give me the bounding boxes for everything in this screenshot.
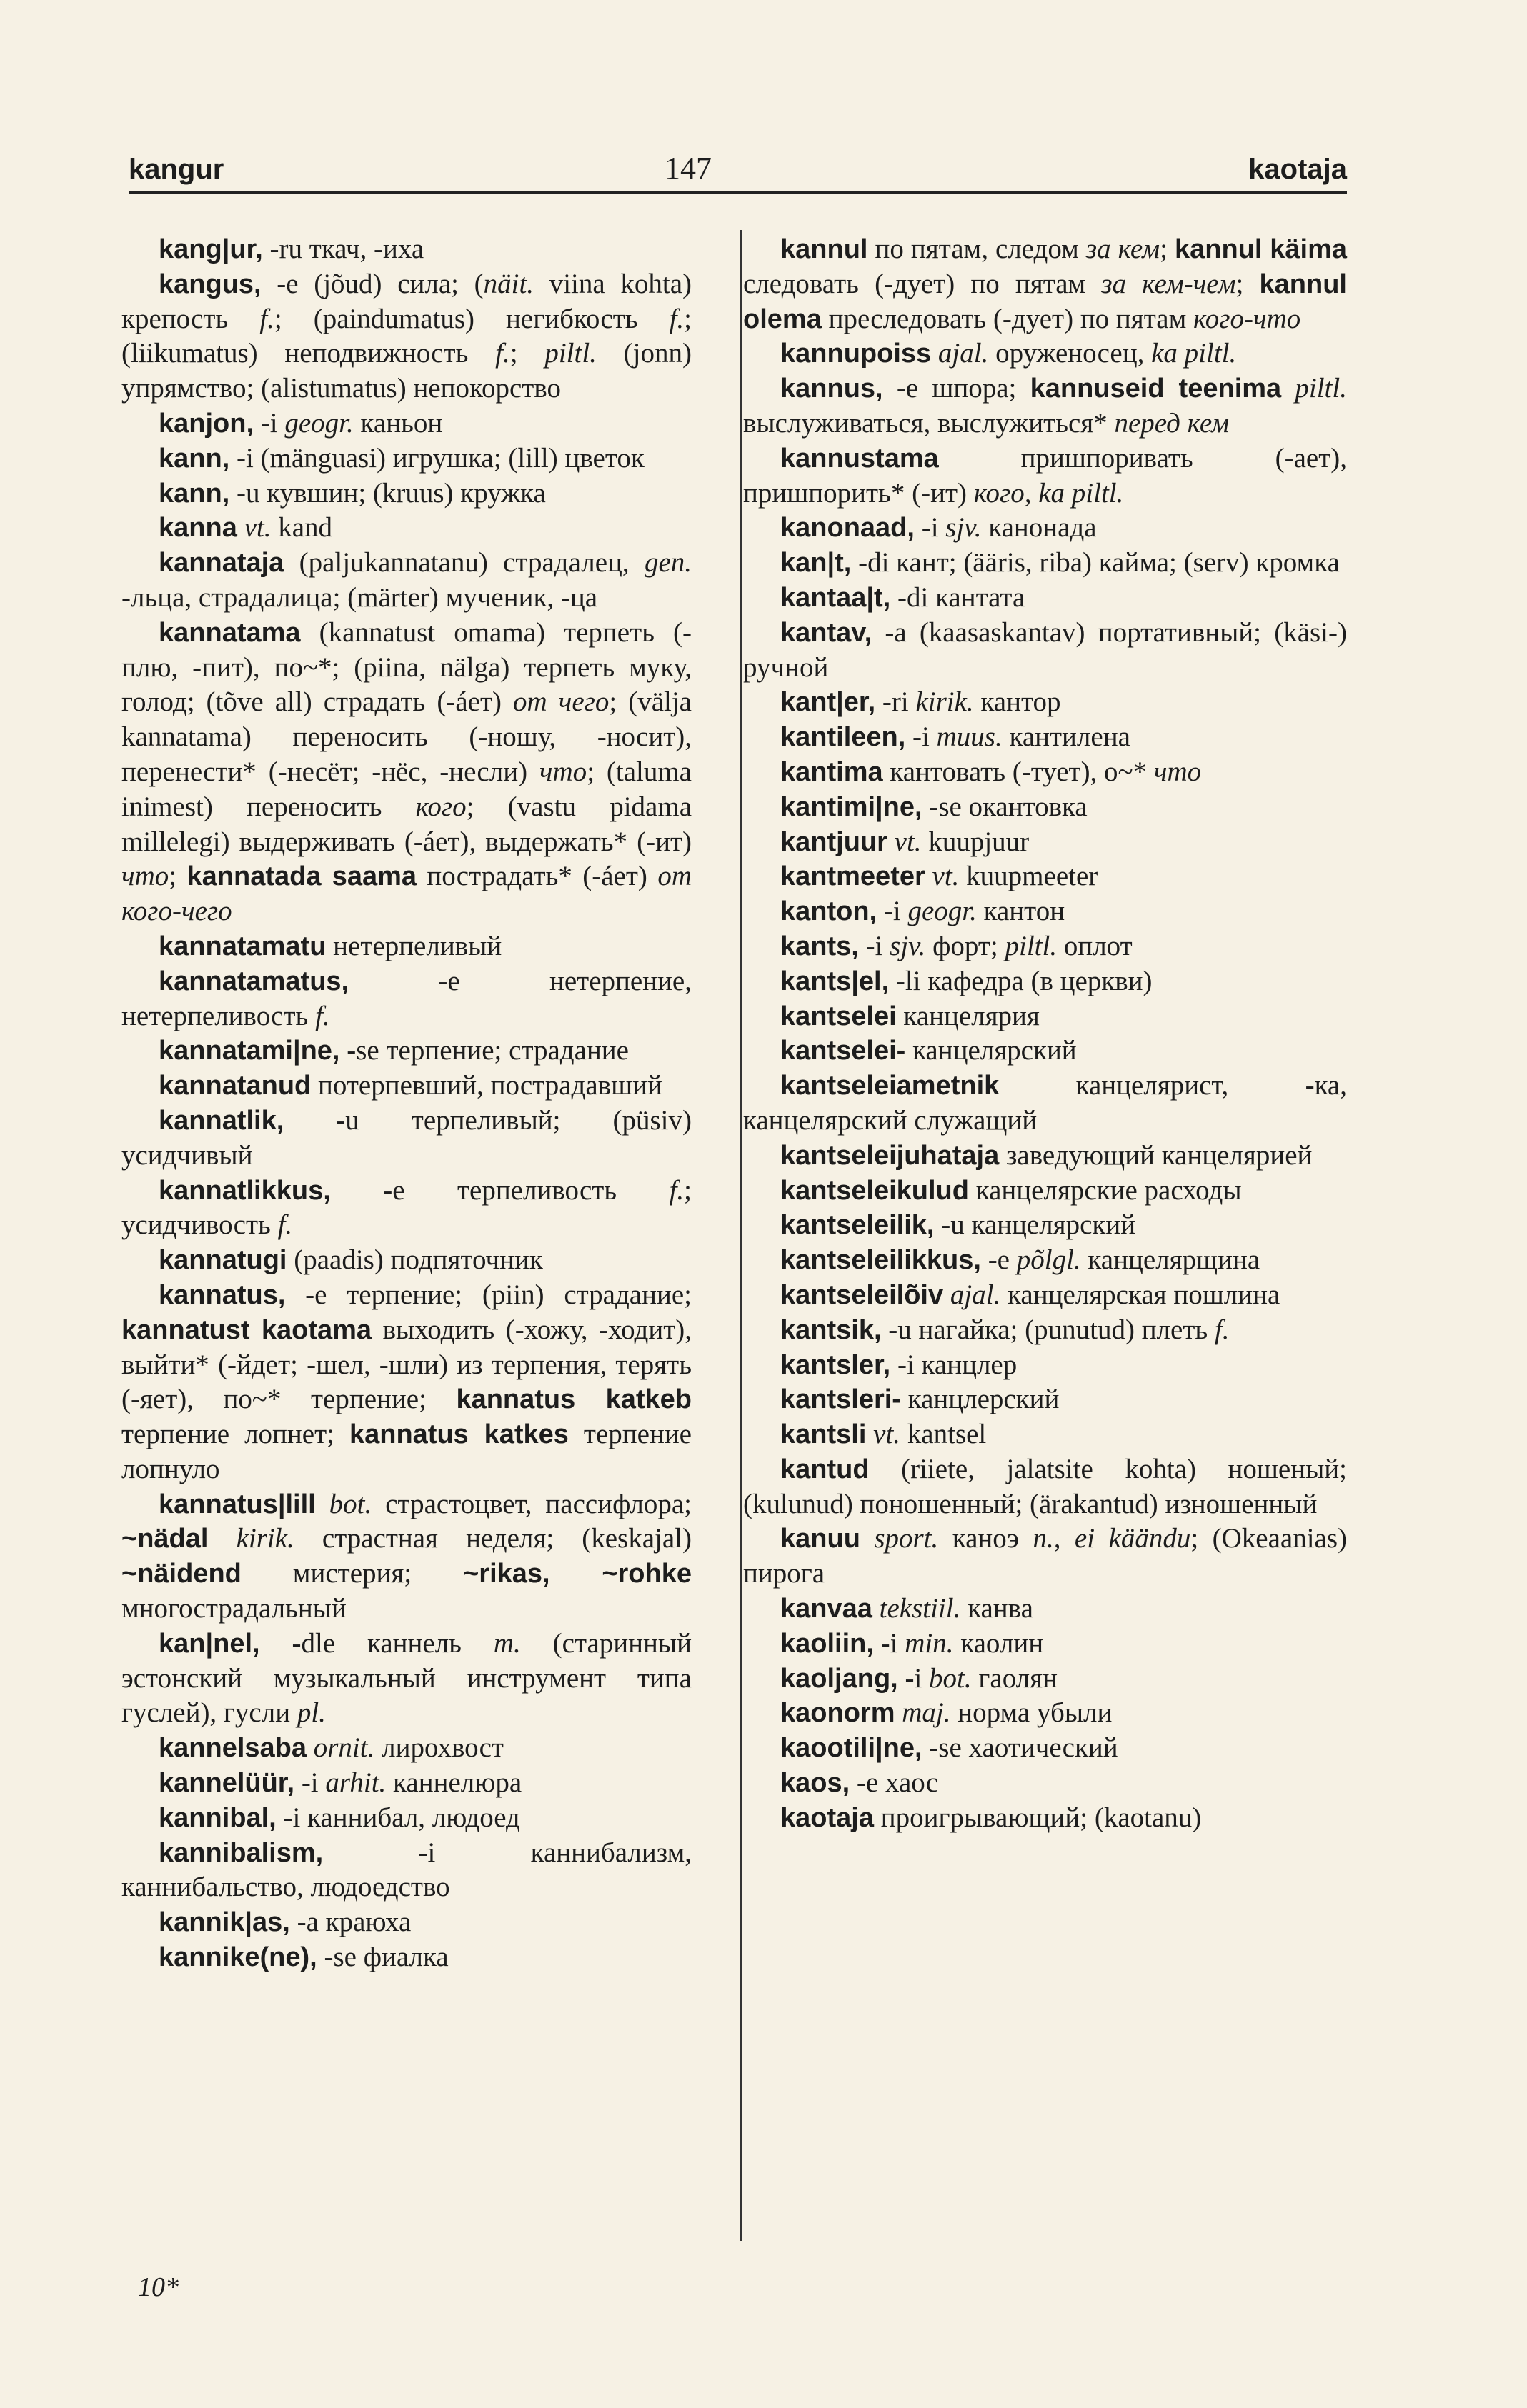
dictionary-entry: kaos, -e хаос xyxy=(780,1767,939,1799)
dictionary-entry: kaootili|ne, -se хаотический xyxy=(780,1732,1118,1764)
dictionary-entry: kantud (riiete, jalatsite kohta) ношеный; (kulunud) поношенный; (ärakantud) изношенный xyxy=(743,1453,1347,1519)
dictionary-entry: kaoljang, -i bot. гаолян xyxy=(780,1662,1058,1694)
dictionary-entry: kannul по пятам, следом за кем; kannul käima следовать (-дует) по пятам за кем-чем; kannul olema преследовать (-дует) по пятам кого-что xyxy=(743,234,1348,334)
dictionary-entry: kantaa|t, -di кантата xyxy=(780,581,1025,613)
dictionary-entry: kantsik, -u нагайка; (punutud) плеть f. xyxy=(780,1314,1230,1345)
dictionary-entry: kanuu sport. каноэ n., ei käändu; (Okeaanias) пирога xyxy=(743,1523,1348,1589)
dictionary-entry: kang|ur, -ru ткач, -иха xyxy=(159,234,424,264)
dictionary-entry: kannibalism, -i каннибализм, каннибальство, людоедство xyxy=(121,1837,692,1903)
dictionary-entry: kantsli vt. kantsel xyxy=(780,1419,987,1450)
dictionary-entry: kantseleikulud канцелярские расходы xyxy=(780,1174,1242,1206)
dictionary-entry: kant|er, -ri kirik. кантор xyxy=(780,686,1061,718)
dictionary-entry: kanvaa tekstiil. канва xyxy=(780,1593,1033,1624)
dictionary-entry: kannelüür, -i arhit. каннелюра xyxy=(159,1767,522,1799)
dictionary-entry: kannatamatus, -e нетерпение, нетерпеливость f. xyxy=(121,965,692,1031)
dictionary-entry: kannus, -e шпора; kannuseid teenima piltl. выслуживаться, выслужиться* перед кем xyxy=(743,373,1347,439)
signature-mark: 10* xyxy=(138,2272,179,2302)
dictionary-entry: kantselei канцелярия xyxy=(780,1000,1040,1031)
dictionary-entry: kantimi|ne, -se окантовка xyxy=(780,791,1088,822)
dictionary-entry: kantseleilõiv ajal. канцелярская пошлина xyxy=(780,1279,1280,1310)
dictionary-entry: kannatlik, -u терпеливый; (püsiv) усидчивый xyxy=(121,1104,692,1171)
dictionary-entry: kants, -i sjv. форт; piltl. оплот xyxy=(780,930,1133,961)
dictionary-entry: kantseleilikkus, -e põlgl. канцелярщина xyxy=(780,1244,1260,1276)
dictionary-entry: kaoliin, -i min. каолин xyxy=(780,1627,1044,1659)
dictionary-entry: kannatus|lill bot. страстоцвет, пассифлора; ~nädal kirik. страстная неделя; (keskajal) ~näidend мистерия; ~rikas, ~rohke многострадальный xyxy=(121,1488,692,1624)
header-last-headword: kaotaja xyxy=(1248,154,1347,185)
dictionary-entry: kannatama (kannatust omama) терпеть (-плю, -пит), по~*; (piina, nälga) терпеть муку, голод; (tõve all) страдать (-áет) от чего; (välja kannatama) переносить (-ношу, -носит), перенести* (-несёт; -нёс, -несли) что; (taluma inimest) переносить кого; (vastu pidama millelegi) выдерживать (-áет), выдержать* (-ит) что; kannatada saama пострадать* (-áет) от кого-чего xyxy=(121,616,692,927)
dictionary-entry: kannupoiss ajal. оруженосец, ka piltl. xyxy=(780,338,1237,369)
dictionary-entry: kantsler, -i канцлер xyxy=(780,1349,1018,1380)
dictionary-entry: kantima кантовать (-тует), о~* что xyxy=(780,756,1202,787)
dictionary-entry: kannik|as, -a краюха xyxy=(159,1907,412,1938)
header-rule xyxy=(129,191,1347,194)
dictionary-entry: kannatlikkus, -e терпеливость f.; усидчивость f. xyxy=(121,1174,692,1241)
page-number: 147 xyxy=(665,151,712,186)
dictionary-entry: kants|el, -li кафедра (в церкви) xyxy=(780,965,1153,996)
page-header xyxy=(129,146,1347,189)
right-column xyxy=(743,232,1347,1836)
dictionary-entry: kanton, -i geogr. кантон xyxy=(780,896,1065,927)
dictionary-entry: kaonorm maj. норма убыли xyxy=(780,1697,1113,1729)
dictionary-entry: kantseleilik, -u канцелярский xyxy=(780,1209,1136,1241)
dictionary-entry: kan|t, -di кант; (ääris, riba) кайма; (serv) кромка xyxy=(780,547,1340,579)
dictionary-entry: kannibal, -i каннибал, людоед xyxy=(159,1802,520,1833)
dictionary-entry: kantselei- канцелярский xyxy=(780,1035,1077,1066)
dictionary-entry: kannatugi (paadis) подпяточник xyxy=(159,1244,543,1276)
dictionary-entry: kannatus, -e терпение; (piin) страдание; kannatust kaotama выходить (-хожу, -ходит), выйти* (-йдет; -шел, -шли) из терпения, терять (-яет), по~* терпение; kannatus katkeb терпение лопнет; kannatus katkes терпение лопнуло xyxy=(121,1279,692,1484)
dictionary-entry: kannatamatu нетерпеливый xyxy=(159,930,502,961)
dictionary-entry: kann, -u кувшин; (kruus) кружка xyxy=(159,477,546,509)
dictionary-entry: kannatami|ne, -se терпение; страдание xyxy=(159,1035,629,1066)
dictionary-entry: kangus, -e (jõud) сила; (näit. viina kohta) крепость f.; (paindumatus) негибкость f.; (liikumatus) неподвижность f.; piltl. (jonn) упрямство; (alistumatus) непокорство xyxy=(121,268,692,404)
dictionary-entry: kannatanud потерпевший, пострадавший xyxy=(159,1070,662,1101)
dictionary-entry: kannike(ne), -se фиалка xyxy=(159,1942,449,1973)
dictionary-entry: kanonaad, -i sjv. канонада xyxy=(780,512,1097,544)
header-first-headword: kangur xyxy=(129,154,224,185)
dictionary-entry: kantseleiametnik канцелярист, -ка, канцелярский служащий xyxy=(743,1070,1347,1136)
dictionary-entry: kannelsaba ornit. лирохвост xyxy=(159,1732,504,1764)
dictionary-entry: kann, -i (mänguasi) игрушка; (lill) цветок xyxy=(159,442,645,474)
dictionary-entry: kantav, -a (kaasaskantav) портативный; (käsi-) ручной xyxy=(743,616,1347,683)
dictionary-entry: kantileen, -i muus. кантилена xyxy=(780,721,1130,753)
dictionary-entry: kan|nel, -dle каннель m. (старинный эстонский музыкальный инструмент типа гуслей), гусли pl. xyxy=(121,1627,692,1729)
dictionary-entry: kannustama пришпоривать (-ает), пришпорить* (-ит) кого, ka piltl. xyxy=(743,442,1347,509)
dictionary-entry: kantseleijuhataja заведующий канцелярией xyxy=(780,1139,1313,1171)
dictionary-entry: kantmeeter vt. kuupmeeter xyxy=(780,861,1098,892)
dictionary-entry: kantjuur vt. kuupjuur xyxy=(780,826,1030,857)
left-column xyxy=(121,232,692,1975)
dictionary-entry: kanjon, -i geogr. каньон xyxy=(159,407,443,439)
dictionary-entry: kannataja (paljukannatanu) страдалец, gen. -льца, страдалица; (märter) мученик, -ца xyxy=(121,547,692,613)
dictionary-entry: kanna vt. kand xyxy=(159,512,333,544)
dictionary-entry: kantsleri- канцлерский xyxy=(780,1384,1060,1415)
column-divider xyxy=(740,230,742,2241)
dictionary-entry: kaotaja проигрывающий; (kaotanu) xyxy=(780,1802,1202,1833)
